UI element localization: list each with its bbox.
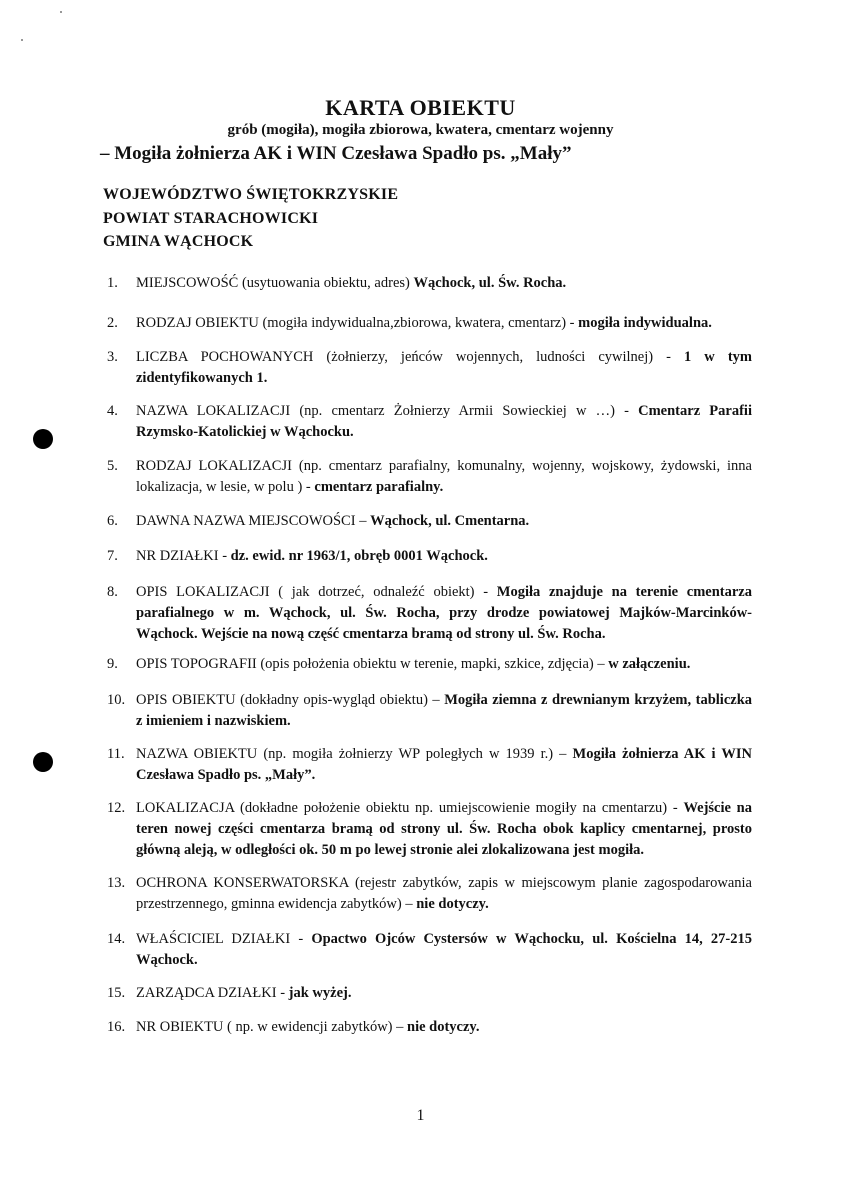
item-number: 14. [107, 931, 126, 947]
item-number: 6. [107, 513, 118, 529]
list-item [107, 546, 752, 567]
item-number: 11. [107, 746, 125, 762]
item-separator: - [614, 403, 639, 419]
item-value: Wąchock, ul. Cmentarna. [370, 513, 530, 529]
item-value: Cmentarz Parafii Rzymsko-Katolickiej w Wąchocku. [136, 403, 752, 440]
item-label: MIEJSCOWOŚĆ (usytuowania obiektu, adres) [136, 275, 410, 291]
item-value: Opactwo Ojców Cystersów w Wąchocku, ul. Kościelna 14, 27-215 Wąchock. [136, 931, 752, 968]
item-number: 10. [107, 692, 126, 708]
list-item [107, 983, 752, 1004]
list-item [107, 401, 752, 443]
item-value: jak wyżej. [288, 985, 352, 1001]
item-separator: – [392, 1019, 408, 1035]
item-label: OPIS LOKALIZACJI ( jak dotrzeć, odnaleźć obiekt) [136, 584, 475, 600]
item-separator: – [553, 746, 573, 762]
list-item [107, 582, 752, 645]
list-item [107, 744, 752, 786]
item-label: NAZWA OBIEKTU (np. mogiła żołnierzy WP poległych w 1939 r.) [136, 746, 554, 762]
item-separator: - [653, 349, 685, 365]
item-number: 12. [107, 800, 126, 816]
item-value: mogiła indywidualna. [578, 315, 712, 331]
item-separator: – [355, 513, 371, 529]
list-item [107, 313, 752, 334]
item-separator: - [667, 800, 684, 816]
list-item [107, 873, 752, 915]
item-label: DAWNA NAZWA MIEJSCOWOŚCI [136, 513, 356, 529]
item-label: OCHRONA KONSERWATORSKA (rejestr zabytków, zapis w miejscowym planie zagospodarowania przestrzennego, gminna ewidencja zabytków) [136, 875, 752, 912]
list-item [107, 798, 752, 861]
punch-hole [33, 752, 53, 772]
item-value: Mogiła żołnierza AK i WIN Czesława Spadło ps. „Mały”. [136, 746, 752, 783]
item-label: NR DZIAŁKI [136, 548, 219, 564]
item-number: 13. [107, 875, 126, 891]
list-item [107, 347, 752, 389]
item-label: OPIS TOPOGRAFII (opis położenia obiektu w terenie, mapki, szkice, zdjęcia) [136, 656, 594, 672]
item-separator: - [474, 584, 497, 600]
item-label: OPIS OBIEKTU (dokładny opis-wygląd obiektu) [136, 692, 428, 708]
list-item [107, 273, 752, 294]
list-item [107, 690, 752, 732]
document-subtitle: grób (mogiła), mogiła zbiorowa, kwatera, cmentarz wojenny [227, 122, 614, 138]
list-item [107, 511, 752, 532]
commune: GMINA WĄCHOCK [103, 233, 254, 250]
item-separator: - [290, 931, 312, 947]
item-separator: - [276, 985, 289, 1001]
item-separator: – [593, 656, 609, 672]
item-label: NR OBIEKTU ( np. w ewidencji zabytków) [136, 1019, 393, 1035]
item-number: 3. [107, 349, 118, 365]
item-value: nie dotyczy. [407, 1019, 480, 1035]
punch-hole [33, 429, 53, 449]
item-separator: – [401, 896, 417, 912]
item-label: RODZAJ LOKALIZACJI (np. cmentarz parafialny, komunalny, wojenny, wojskowy, żydowski, inna lokalizacja, w lesie, w polu ) [136, 458, 752, 495]
item-value: Mogiła znajduje na terenie cmentarza parafialnego w m. Wąchock, ul. Św. Rocha, przy drodze powiatowej Majków-Marcinków-Wąchock. Wejście na nową część cmentarza bramą od strony ul. Św. Rocha. [136, 584, 752, 642]
item-number: 16. [107, 1019, 126, 1035]
item-value: nie dotyczy. [416, 896, 489, 912]
scan-speck [60, 11, 62, 13]
voivodeship: WOJEWÓDZTWO ŚWIĘTOKRZYSKIE [103, 186, 399, 203]
item-value: dz. ewid. nr 1963/1, obręb 0001 Wąchock. [230, 548, 488, 564]
item-number: 2. [107, 315, 118, 331]
item-value: 1 w tym zidentyfikowanych 1. [136, 349, 752, 386]
item-separator: - [218, 548, 231, 564]
item-label: NAZWA LOKALIZACJI (np. cmentarz Żołnierzy Armii Sowieckiej w …) [136, 403, 615, 419]
item-label: RODZAJ OBIEKTU (mogiła indywidualna,zbiorowa, kwatera, cmentarz) [136, 315, 567, 331]
item-number: 9. [107, 656, 118, 672]
item-label: WŁAŚCICIEL DZIAŁKI [136, 931, 291, 947]
item-value: Wejście na teren nowej części cmentarza bramą od strony ul. Św. Rocha obok kaplicy cmentarnej, prosto główną aleją, w odległości ok. 50 m po lewej stronie alei zlokalizowana jest mogiła. [136, 800, 752, 858]
list-item [107, 456, 752, 498]
item-label: LICZBA POCHOWANYCH (żołnierzy, jeńców wojennych, ludności cywilnej) [136, 349, 654, 365]
list-item [107, 654, 752, 675]
item-separator: – [427, 692, 445, 708]
item-value: cmentarz parafialny. [314, 479, 444, 495]
item-value: w załączeniu. [608, 656, 691, 672]
item-number: 8. [107, 584, 118, 600]
item-separator: - [566, 315, 579, 331]
item-value: Mogiła ziemna z drewnianym krzyżem, tabliczka z imieniem i nazwiskiem. [136, 692, 753, 729]
list-item [107, 929, 752, 971]
item-number: 4. [107, 403, 118, 419]
page-number: 1 [416, 1107, 425, 1124]
item-label: ZARZĄDCA DZIAŁKI [136, 985, 277, 1001]
item-label: LOKALIZACJA (dokładne położenie obiektu np. umiejscowienie mogiły na cmentarzu) [136, 800, 668, 816]
county: POWIAT STARACHOWICKI [103, 210, 319, 227]
item-number: 5. [107, 458, 118, 474]
item-separator: - [302, 479, 315, 495]
item-value: Wąchock, ul. Św. Rocha. [413, 275, 567, 291]
item-number: 1. [107, 275, 118, 291]
scan-speck [21, 39, 23, 41]
object-title: – Mogiła żołnierza AK i WIN Czesława Spadło ps. „Mały” [100, 143, 572, 164]
list-item [107, 1017, 752, 1038]
document-title: KARTA OBIEKTU [325, 95, 516, 120]
item-number: 7. [107, 548, 118, 564]
item-number: 15. [107, 985, 126, 1001]
